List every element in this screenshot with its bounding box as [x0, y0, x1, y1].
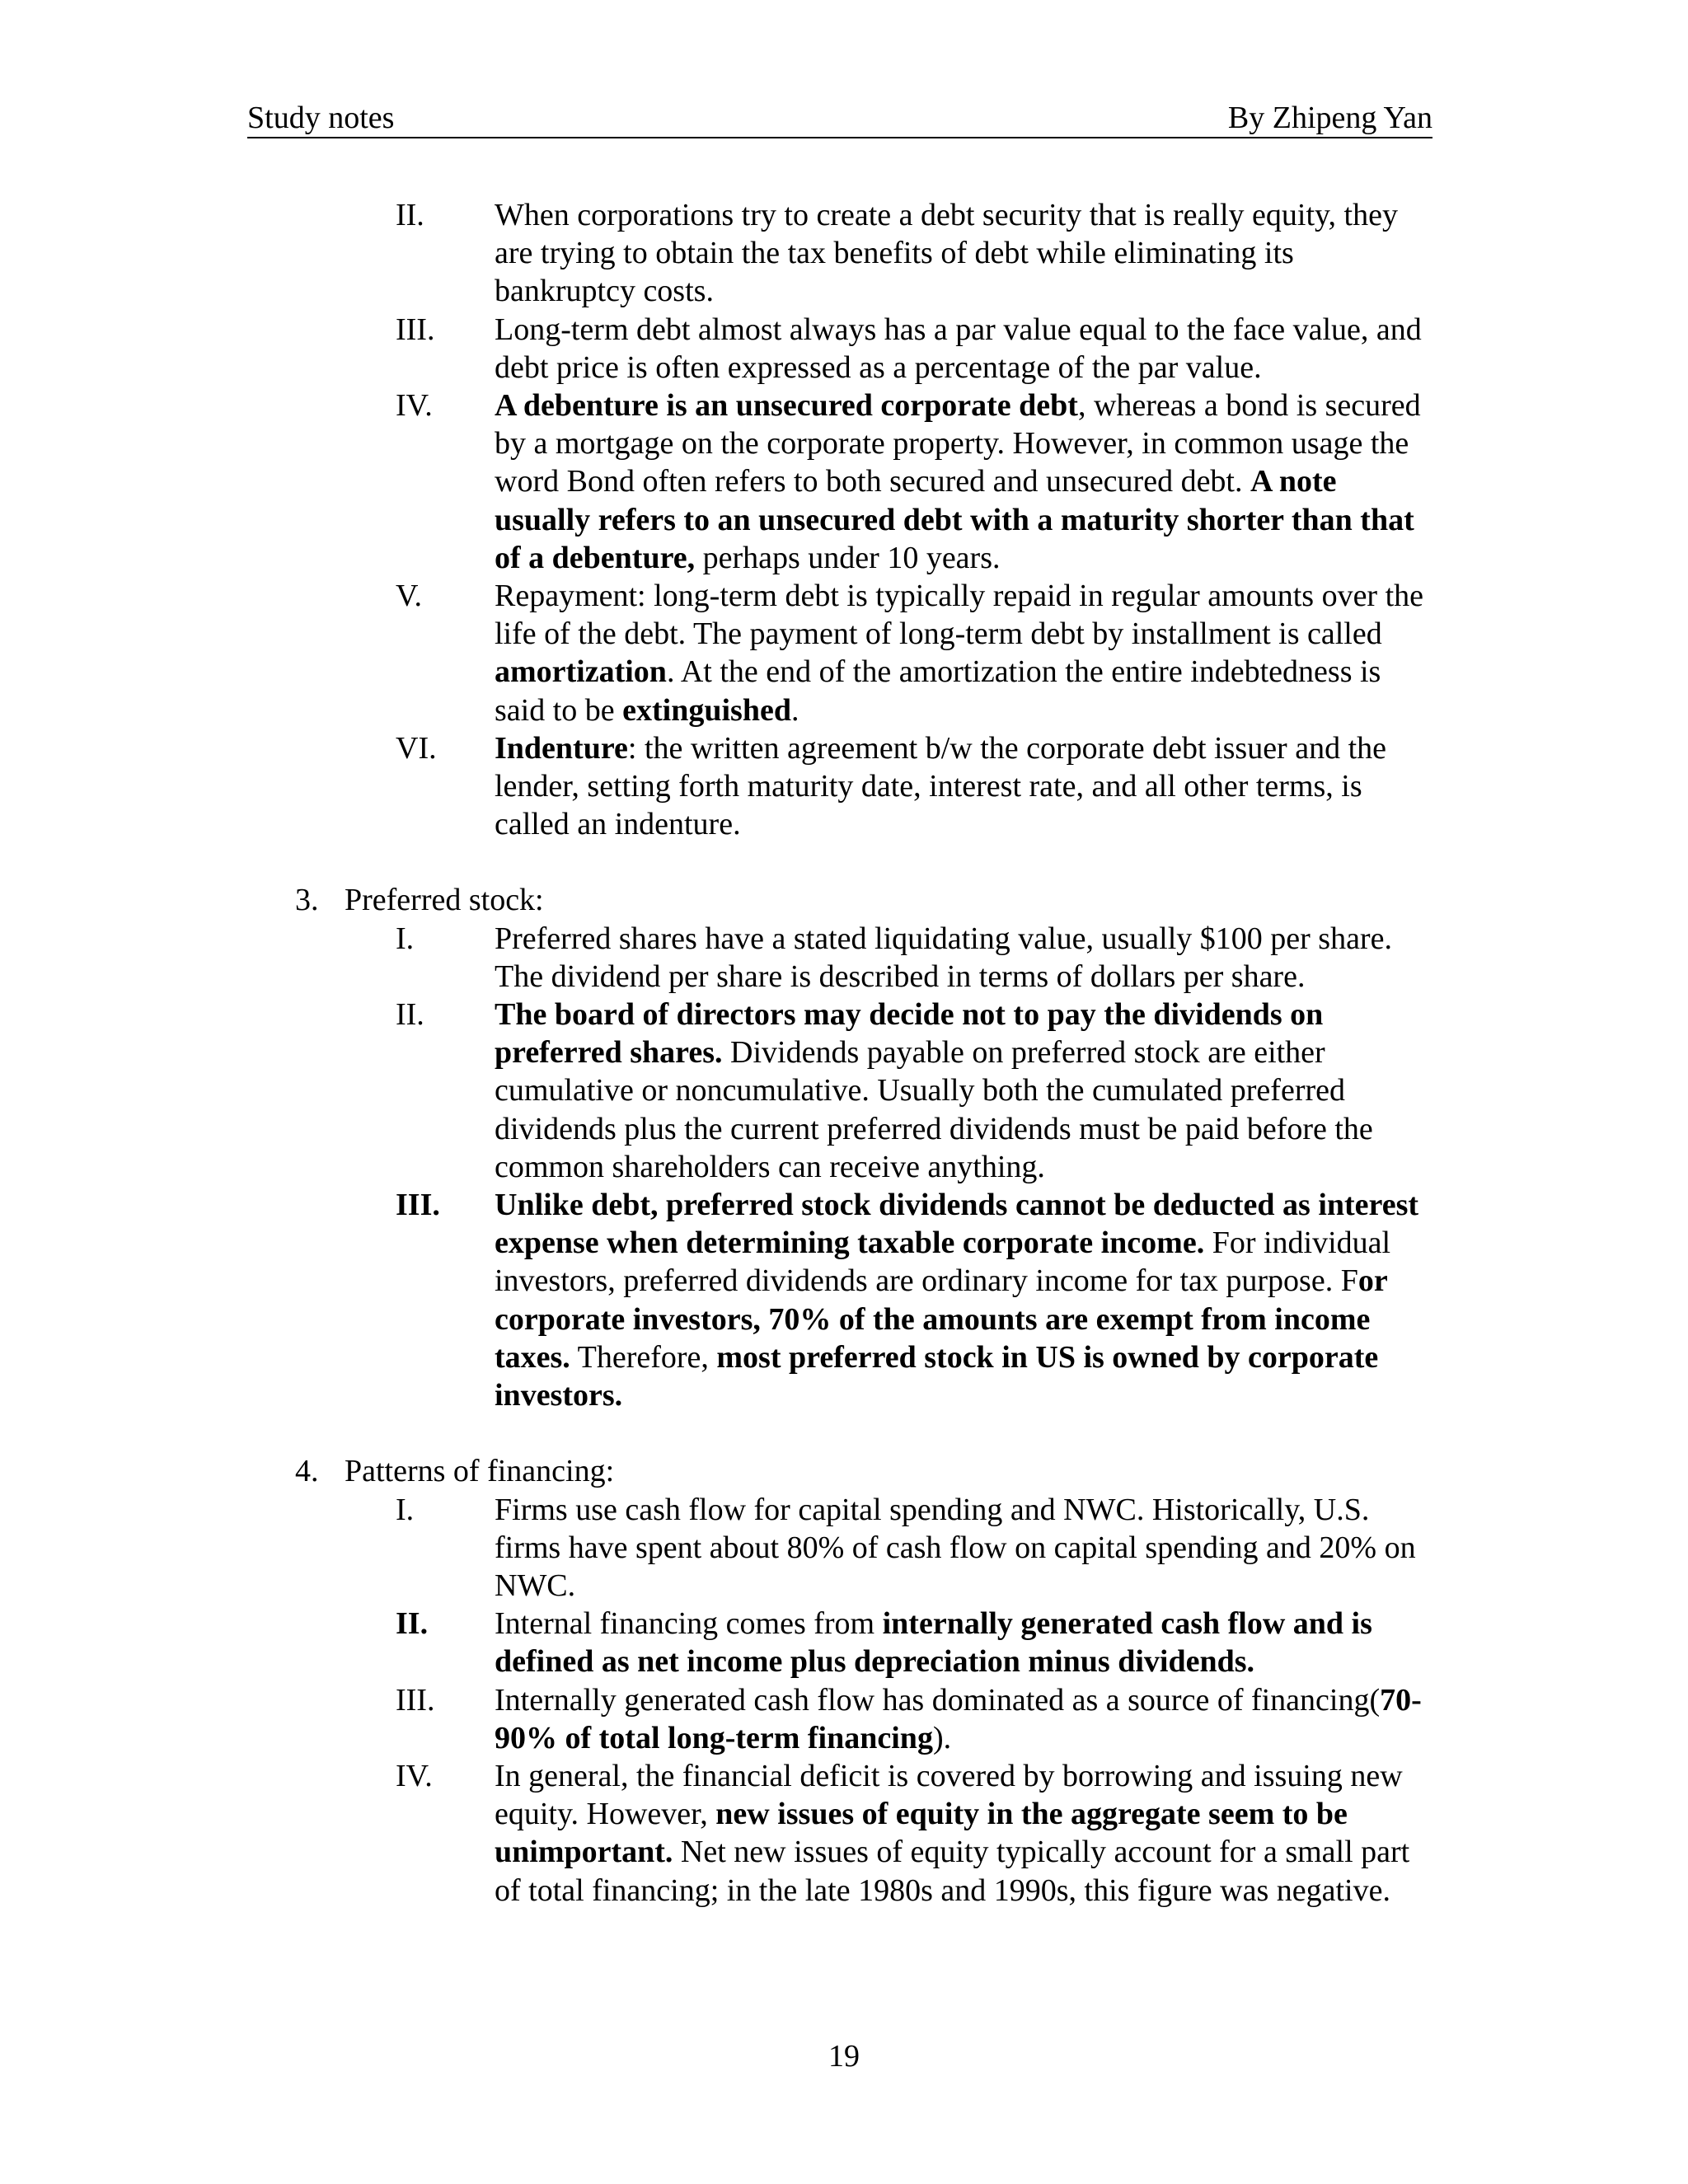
list-item-text — [495, 1605, 1438, 1680]
text-run: Long-term debt almost always has a par value equal to the face value, and debt price is often expressed as a percentage of the par value. — [495, 312, 1422, 385]
list-item-number: VI. — [396, 730, 437, 766]
list-item-number: III. — [396, 1188, 440, 1223]
list-item-number: III. — [396, 312, 435, 347]
bold-text-run: Indenture — [495, 730, 628, 766]
text-run: , whereas a bond is secured by a mortgage on the corporate property. However, in common usage the word Bond often refers to both secured and unsecured debt. — [495, 388, 1421, 499]
text-run: Preferred shares have a stated liquidating value, usually $100 per share. The dividend per share is described in terms of dollars per share. — [495, 921, 1392, 994]
list-item — [0, 577, 1688, 729]
section-title: Patterns of financing: — [345, 1454, 615, 1489]
bold-text-run: most preferred stock in US is owned by corporate investors. — [495, 1339, 1379, 1413]
list-item — [0, 1681, 1688, 1757]
list-item — [0, 1491, 1688, 1605]
section-number: 3. — [295, 883, 319, 918]
list-item — [0, 196, 1688, 311]
text-run: Net new issues of equity typically account for a small part of total financing; in the late 1980s and 1990s, this figure was negative. — [495, 1835, 1410, 1908]
header-right: By Zhipeng Yan — [1227, 101, 1432, 135]
list-item-number: I. — [396, 1492, 415, 1527]
text-run: In general, the financial deficit is covered by borrowing and issuing new equity. However, — [495, 1758, 1403, 1832]
list-item-number: II. — [396, 997, 424, 1033]
text-run: . At the end of the amortization the entire indebtedness is said to be — [495, 654, 1381, 728]
list-item — [0, 996, 1688, 1186]
list-item-text — [495, 1186, 1438, 1414]
section-heading — [0, 881, 1688, 919]
list-item-text — [495, 729, 1438, 844]
bold-text-run: Unlike debt, preferred stock dividends cannot be deducted as interest expense when determining taxable corporate income. — [495, 1188, 1419, 1261]
text-run: : the written agreement b/w the corporate debt issuer and the lender, setting forth maturity date, interest rate, and all other terms, is called an indenture. — [495, 730, 1386, 842]
list-item-number: V. — [396, 579, 423, 614]
list-item-text — [495, 577, 1438, 729]
page-content — [0, 196, 1688, 1910]
page-header — [247, 99, 1432, 138]
text-run: For individual investors, preferred dividends are ordinary income for tax purpose. F — [495, 1226, 1391, 1299]
continued-list — [0, 196, 1688, 843]
list-item-number: II. — [396, 198, 424, 232]
list-item — [0, 311, 1688, 387]
bold-text-run: A note usually refers to an unsecured debt with a maturity shorter than that of a debenture, — [495, 464, 1414, 575]
text-run: perhaps under 10 years. — [695, 540, 1001, 575]
bold-text-run: internally generated cash flow and is defined as net income plus depreciation minus dividends. — [495, 1606, 1372, 1680]
list-item-number: III. — [396, 1682, 435, 1718]
list-item — [0, 920, 1688, 996]
text-run: ). — [932, 1720, 952, 1755]
sections-list — [0, 881, 1688, 1909]
section-heading — [0, 1452, 1688, 1490]
section — [0, 881, 1688, 1414]
bold-text-run: The board of directors may decide not to pay the dividends on preferred shares. — [495, 997, 1324, 1071]
text-run: Firms use cash flow for capital spending and NWC. Historically, U.S. firms have spent about 80% of cash flow on capital spending and 20% on NWC. — [495, 1492, 1416, 1603]
list-item-text — [495, 920, 1438, 996]
list-item — [0, 729, 1688, 844]
bold-text-run: amortization — [495, 654, 667, 690]
list-item — [0, 387, 1688, 577]
text-run: Dividends payable on preferred stock are either cumulative or noncumulative. Usually both the cumulated preferred dividends plus the current preferred dividends must be paid before the common shareholders can receive anything. — [495, 1035, 1373, 1184]
header-left: Study notes — [247, 101, 395, 135]
text-run: Repayment: long-term debt is typically repaid in regular amounts over the life of the debt. The payment of long-term debt by installment is called — [495, 579, 1424, 652]
text-run: . — [790, 692, 799, 728]
text-run: Internally generated cash flow has dominated as a source of financing( — [495, 1682, 1381, 1718]
list-item-number: IV. — [396, 1758, 433, 1793]
list-item-text — [495, 196, 1438, 311]
list-item-text — [495, 1491, 1438, 1605]
list-item-number: I. — [396, 921, 415, 956]
page-number: 19 — [828, 2039, 860, 2074]
text-run: When corporations try to create a debt security that is really equity, they are trying to obtain the tax benefits of debt while eliminating its bankruptcy costs. — [495, 198, 1398, 309]
list-item-text — [495, 1757, 1438, 1910]
list-item-number: IV. — [396, 388, 433, 424]
list-item-text — [495, 1681, 1438, 1757]
text-run: Therefore, — [570, 1339, 717, 1375]
bold-text-run: A debenture is an unsecured corporate debt — [495, 388, 1078, 424]
list-item — [0, 1186, 1688, 1414]
list-item-text — [495, 996, 1438, 1186]
list-item — [0, 1605, 1688, 1680]
list-item — [0, 1757, 1688, 1910]
bold-text-run: extinguished — [622, 692, 791, 728]
bold-text-run: or corporate investors, 70% of the amounts are exempt from income taxes. — [495, 1263, 1388, 1375]
list-item-text — [495, 311, 1438, 387]
section-title: Preferred stock: — [345, 883, 544, 918]
list-item-text — [495, 387, 1438, 577]
text-run: Internal financing comes from — [495, 1606, 883, 1642]
section — [0, 1452, 1688, 1909]
section-number: 4. — [295, 1454, 319, 1489]
bold-text-run: 70-90% of total long-term financing — [495, 1682, 1422, 1755]
list-item-number: II. — [396, 1606, 429, 1642]
bold-text-run: new issues of equity in the aggregate seem to be unimportant. — [495, 1797, 1348, 1870]
